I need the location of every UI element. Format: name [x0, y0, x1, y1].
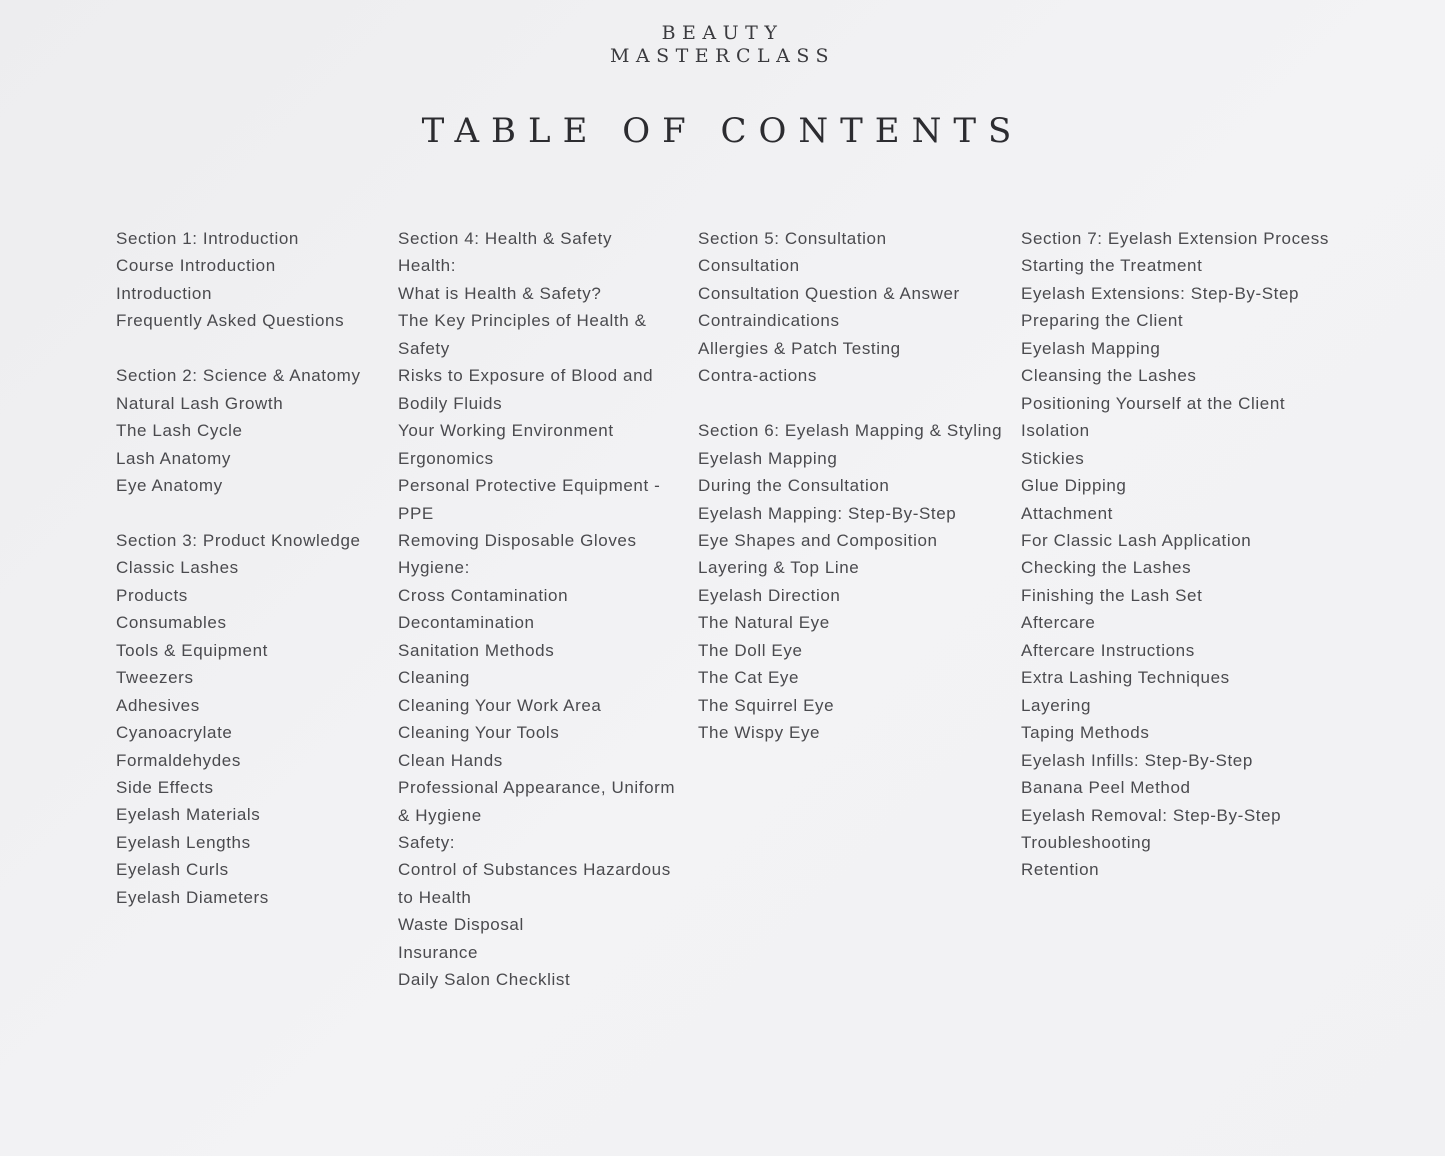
toc-entry: Eyelash Mapping: Step-By-Step — [698, 503, 957, 523]
toc-section-heading: Section 5: Consultation — [698, 229, 887, 248]
toc-entry: Frequently Asked Questions — [116, 311, 345, 331]
toc-entry: Cleaning Your Tools — [398, 723, 560, 743]
toc-section-heading: Section 2: Science & Anatomy — [116, 366, 361, 386]
page-title: TABLE OF CONTENTS — [421, 111, 1024, 151]
toc-entry: Cleaning — [398, 668, 470, 688]
toc-entry: Banana Peel Method — [1021, 778, 1191, 798]
toc-entry: Side Effects — [116, 778, 214, 798]
toc-entry: Taping Methods — [1021, 723, 1150, 743]
toc-entry: Safety: — [398, 832, 456, 852]
toc-entry: Layering & Top Line — [698, 558, 860, 578]
toc-entry: Eyelash Lengths — [116, 832, 251, 852]
toc-entry: Isolation — [1021, 421, 1090, 441]
toc-entry: The Cat Eye — [698, 668, 800, 688]
toc-entry: Formaldehydes — [116, 750, 241, 770]
toc-entry: Risks to Exposure of Blood and — [398, 366, 654, 386]
toc-entry: Stickies — [1021, 448, 1085, 468]
toc-entry: Eyelash Mapping — [698, 448, 838, 468]
toc-entry: Eyelash Direction — [698, 585, 841, 605]
toc-entry: Aftercare — [1021, 613, 1096, 633]
toc-entry: Safety — [398, 338, 450, 358]
toc-column-1 — [116, 225, 384, 911]
toc-entry: The Squirrel Eye — [698, 695, 835, 715]
toc-entry: Eyelash Materials — [116, 805, 261, 825]
toc-entry: The Wispy Eye — [698, 723, 821, 743]
toc-entry: Layering — [1021, 695, 1092, 715]
brand-logo — [0, 22, 1445, 68]
toc-entry: Checking the Lashes — [1021, 558, 1192, 578]
toc-entry: Contraindications — [698, 311, 840, 331]
toc-entry: Eyelash Infills: Step-By-Step — [1021, 750, 1253, 770]
toc-section-heading: Section 4: Health & Safety — [398, 229, 613, 248]
toc-section-heading: Section 6: Eyelash Mapping & Styling — [698, 421, 1003, 441]
toc-entry: Starting the Treatment — [1021, 256, 1203, 276]
toc-spacer — [116, 500, 384, 527]
toc-entry: Eyelash Extensions: Step-By-Step — [1021, 283, 1300, 303]
toc-entry: Cleaning Your Work Area — [398, 695, 602, 715]
toc-entry: Course Introduction — [116, 256, 276, 276]
toc-entry: Health: — [398, 256, 457, 276]
toc-entry: Glue Dipping — [1021, 476, 1127, 496]
toc-entry: Tools & Equipment — [116, 640, 268, 660]
toc-entry: Cyanoacrylate — [116, 723, 233, 743]
toc-entry: Products — [116, 585, 188, 605]
toc-column-3 — [698, 225, 1016, 747]
toc-entry: Troubleshooting — [1021, 832, 1152, 852]
toc-entry: Attachment — [1021, 503, 1113, 523]
toc-column-2 — [398, 225, 683, 994]
toc-entry: What is Health & Safety? — [398, 283, 602, 303]
toc-entry: Personal Protective Equipment - — [398, 476, 661, 496]
toc-entry: Natural Lash Growth — [116, 393, 284, 413]
toc-entry: Consultation Question & Answer — [698, 283, 960, 303]
brand-line-1: BEAUTY — [661, 22, 784, 44]
toc-entry: The Doll Eye — [698, 640, 803, 660]
toc-entry: Eyelash Curls — [116, 860, 229, 880]
toc-entry: Consultation — [698, 256, 800, 276]
toc-spacer — [698, 390, 1016, 417]
toc-entry: Daily Salon Checklist — [398, 970, 571, 990]
toc-entry: Lash Anatomy — [116, 448, 231, 468]
brand-line-2: MASTERCLASS — [609, 45, 836, 67]
toc-entry: Allergies & Patch Testing — [698, 338, 901, 358]
toc-entry: Bodily Fluids — [398, 393, 503, 413]
toc-entry: PPE — [398, 503, 434, 523]
toc-entry: Ergonomics — [398, 448, 494, 468]
toc-entry: The Lash Cycle — [116, 421, 243, 441]
toc-entry: Control of Substances Hazardous — [398, 860, 671, 880]
toc-entry: During the Consultation — [698, 476, 890, 496]
toc-entry: Positioning Yourself at the Client — [1021, 393, 1286, 413]
toc-entry: Tweezers — [116, 668, 194, 688]
toc-entry: Contra-actions — [698, 366, 817, 386]
toc-entry: Your Working Environment — [398, 421, 614, 441]
toc-entry: Eyelash Diameters — [116, 887, 269, 907]
toc-entry: Eye Shapes and Composition — [698, 530, 938, 550]
toc-entry: Aftercare Instructions — [1021, 640, 1195, 660]
toc-entry: Extra Lashing Techniques — [1021, 668, 1230, 688]
toc-entry: Introduction — [116, 283, 213, 303]
toc-entry: Classic Lashes — [116, 558, 239, 578]
toc-entry: Clean Hands — [398, 750, 503, 770]
toc-entry: Removing Disposable Gloves — [398, 530, 637, 550]
toc-section-heading: Section 3: Product Knowledge — [116, 530, 361, 550]
toc-entry: Waste Disposal — [398, 915, 524, 935]
toc-section-heading: Section 1: Introduction — [116, 229, 299, 248]
toc-entry: For Classic Lash Application — [1021, 530, 1252, 550]
toc-entry: to Health — [398, 887, 472, 907]
toc-spacer — [116, 335, 384, 362]
toc-entry: & Hygiene — [398, 805, 482, 825]
toc-entry: Finishing the Lash Set — [1021, 585, 1203, 605]
toc-entry: Adhesives — [116, 695, 200, 715]
toc-entry: The Natural Eye — [698, 613, 830, 633]
toc-section-heading: Section 7: Eyelash Extension Process — [1021, 229, 1329, 248]
toc-entry: Cross Contamination — [398, 585, 569, 605]
toc-entry: Eye Anatomy — [116, 476, 223, 496]
toc-entry: The Key Principles of Health & — [398, 311, 647, 331]
toc-entry: Retention — [1021, 860, 1100, 880]
toc-entry: Cleansing the Lashes — [1021, 366, 1197, 386]
toc-entry: Hygiene: — [398, 558, 470, 578]
toc-entry: Eyelash Mapping — [1021, 338, 1161, 358]
toc-entry: Consumables — [116, 613, 227, 633]
toc-entry: Professional Appearance, Uniform — [398, 778, 676, 798]
toc-entry: Preparing the Client — [1021, 311, 1184, 331]
toc-entry: Eyelash Removal: Step-By-Step — [1021, 805, 1282, 825]
toc-entry: Insurance — [398, 942, 479, 962]
toc-entry: Sanitation Methods — [398, 640, 555, 660]
toc-column-4 — [1021, 225, 1351, 884]
toc-entry: Decontamination — [398, 613, 535, 633]
